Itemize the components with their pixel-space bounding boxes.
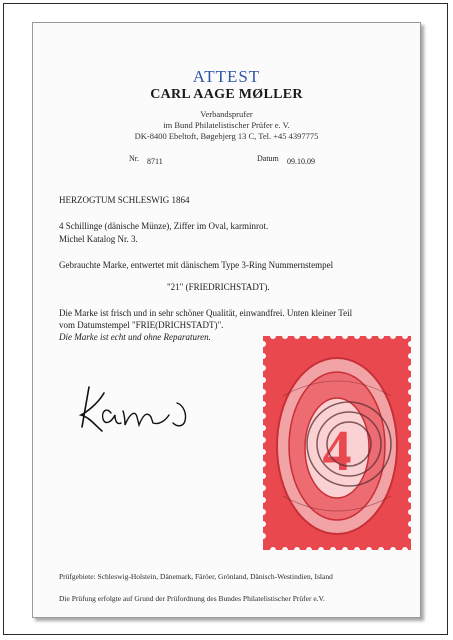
expert-association: im Bund Philatelistischer Prüfer e. V. — [163, 120, 290, 130]
description-line-2: Michel Katalog Nr. 3. — [59, 234, 138, 244]
footer-areas: Prüfgebiete: Schleswig-Holstein, Dänemark, Färöer, Grönland, Dänisch-Westindien, Island — [59, 572, 333, 581]
expert-name: CARL AAGE MØLLER — [150, 87, 303, 102]
stamp-numeral: 4 — [322, 418, 352, 483]
certificate — [32, 22, 421, 618]
certificate-title: ATTEST — [192, 67, 261, 86]
expert-role: Verbandsprufer — [200, 109, 253, 119]
quality-line-1: Die Marke ist frisch und in sehr schöner Qualität, einwandfrei. Unten kleiner Teil — [59, 308, 353, 318]
footer-regulation: Die Prüfung erfolgte auf Grund der Prüfordnung des Bundes Philatelistischer Prüfer e.V. — [59, 594, 325, 603]
usage-line: Gebrauchte Marke, entwertet mit dänischem Type 3-Ring Nummernstempel — [59, 260, 334, 270]
stamp-heading: HERZOGTUM SCHLESWIG 1864 — [59, 195, 190, 205]
stamp-image — [263, 336, 411, 550]
genuine-statement: Die Marke ist echt und ohne Reparaturen. — [59, 332, 211, 342]
description-line-1: 4 Schillinge (dänische Münze), Ziffer im Oval, karminrot. — [59, 221, 269, 231]
cancel-line: "21" (FRIEDRICHSTADT). — [167, 282, 270, 292]
nr-value: 8711 — [147, 157, 163, 166]
datum-label: Datum — [257, 154, 279, 163]
quality-line-2: vom Datumstempel "FRIE(DRICHSTADT)". — [59, 320, 224, 330]
datum-value: 09.10.09 — [287, 157, 315, 166]
signature — [69, 365, 209, 445]
expert-address: DK-8400 Ebeltoft, Bøgebjerg 13 C, Tel. +45 4397775 — [134, 131, 319, 141]
nr-label: Nr. — [129, 154, 139, 163]
